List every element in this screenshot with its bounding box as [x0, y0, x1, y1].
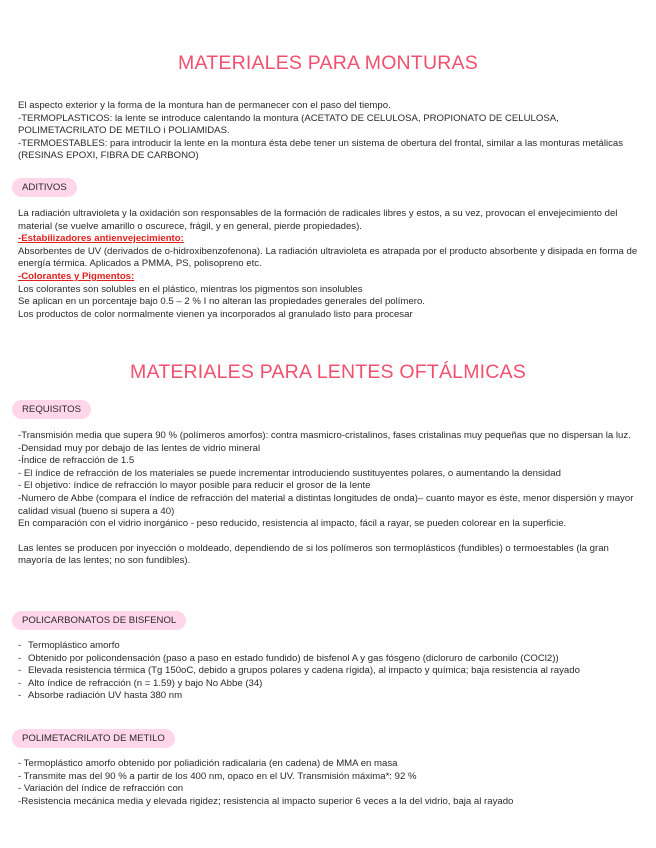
produccion-text: Las lentes se producen por inyección o moldeado, dependiendo de si los polímeros son termoplásticos (fundibles) o termoestables (la gran mayoría de las lentes; no son fundibles). [18, 542, 609, 567]
requisito-line: En comparación con el vidrio inorgánico - peso reducido, resistencia al impacto, fácil a rayar, se pueden colorear en la superficie. [18, 518, 567, 530]
pmma-line: - Transmite mas del 90 % a partir de los 400 nm, opaco en el UV. Transmisión máxima*: 92 % [18, 770, 417, 782]
requisito-line: -Numero de Abbe (compara el índice de refracción del material a distintas longitudes de onda)– cuanto mayor es éste, menor dispersión y mayor calidad visual (bueno si supera a 40) [18, 492, 634, 517]
pmma-line: - Variación del índice de refracción con [18, 783, 184, 795]
intro-line: El aspecto exterior y la forma de la montura han de permanecer con el paso del tiempo. [18, 100, 391, 111]
policarbonato-item: - Absorbe radiación UV hasta 380 nm [18, 690, 642, 703]
monturas-intro [18, 100, 642, 163]
colorantes-line: Los colorantes son solubles en el plástico, mientras los pigmentos son insolubles [18, 283, 363, 295]
policarbonatos-content [18, 640, 642, 703]
requisito-line: - El objetivo: índice de refracción lo mayor posible para reducir el grosor de la lente [18, 480, 371, 492]
policarbonato-item: - Elevada resistencia térmica (Tg 150oC, debido a grupos polares y cadena rígida), al impacto y química; baja resistencia al rayado [18, 665, 642, 678]
pmma-content [18, 758, 642, 808]
colorantes-line: Se aplican en un porcentaje bajo 0.5 – 2 % I no alteran las propiedades generales del polímero. [18, 296, 425, 308]
intro-line: -TERMOESTABLES: para introducir la lente en la montura ésta debe tener un sistema de obertura del frontal, similar a las monturas metálicas (RESINAS EPOXI, FIBRA DE CARBONO) [18, 137, 624, 162]
estabilizadores-label: -Estabilizadores antienvejecimiento: [18, 233, 184, 245]
requisito-line: -Transmisión media que supera 90 % (polímeros amorfos): contra masmicro-cristalinos, fases cristalinas muy pequeñas que no dispersan la luz. [18, 430, 631, 441]
policarbonato-item: - Termoplástico amorfo [18, 640, 642, 653]
requisitos-badge: REQUISITOS [12, 400, 91, 419]
policarbonato-item: - Obtenido por policondensación (paso a paso en estado fundido) de bisfenol A y gas fósgeno (dicloruro de carbonilo (COCl2)) [18, 653, 642, 666]
aditivos-text: La radiación ultravioleta y la oxidación son responsables de la formación de radicales libres y estos, a su vez, provocan el envejecimiento del material (se vuelve amarillo o oscurece, frágil, y en general, pierde propiedades). [18, 208, 618, 232]
pmma-line: -Resistencia mecánica media y elevada rigidez; resistencia al impacto superior 6 veces a la del vidrio, baja al rayado [18, 795, 514, 807]
colorantes-line: Los productos de color normalmente vienen ya incorporados al granulado listo para procesar [18, 308, 413, 320]
requisitos-content [18, 430, 642, 568]
requisito-line: -Índice de refracción de 1.5 [18, 455, 135, 467]
aditivos-badge: ADITIVOS [12, 178, 77, 197]
aditivos-content [18, 208, 642, 321]
requisito-line: -Densidad muy por debajo de las lentes de vidrio mineral [18, 442, 261, 454]
section-title-lentes: MATERIALES PARA LENTES OFTÁLMICAS [130, 361, 526, 383]
section-title-monturas: MATERIALES PARA MONTURAS [178, 52, 478, 74]
requisito-line: - El índice de refracción de los materiales se puede incrementar introduciendo sustituyentes polares, o aumentando la densidad [18, 467, 561, 479]
colorantes-label: -Colorantes y Pigmentos: [18, 270, 135, 282]
intro-line: -TERMOPLASTICOS: la lente se introduce calentando la montura (ACETATO DE CELULOSA, PROPIONATO DE CELULOSA, POLIMETACRILATO DE METILO i POLIAMIDAS. [18, 112, 559, 137]
policarbonato-item: - Alto índice de refracción (n = 1.59) y bajo No Abbe (34) [18, 678, 642, 691]
estabilizadores-text: Absorbentes de UV (derivados de o-hidroxibenzofenona). La radiación ultravioleta es atrapada por el producto absorbente y disipada en forma de energía térmica. Aplicados a PMMA, PS, polisopreno etc. [18, 245, 638, 270]
policarbonatos-badge: POLICARBONATOS DE BISFENOL [12, 611, 186, 630]
pmma-badge: POLIMETACRILATO DE METILO [12, 729, 175, 748]
pmma-line: - Termoplástico amorfo obtenido por poliadición radicalaria (en cadena) de MMA en masa [18, 758, 398, 769]
